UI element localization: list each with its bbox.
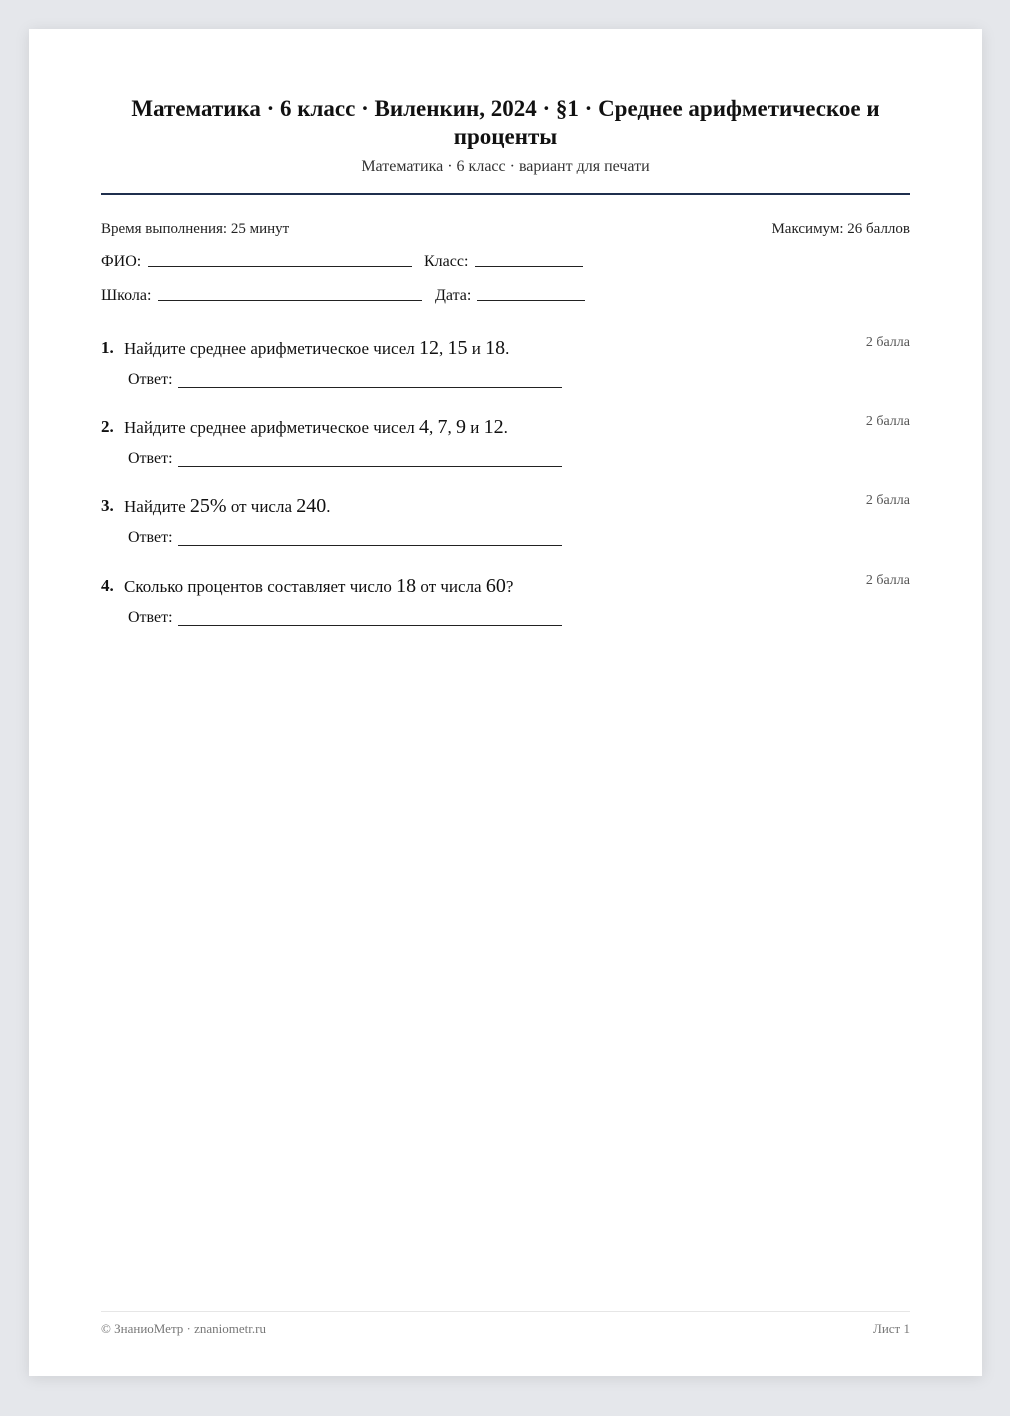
- date-label: Дата:: [435, 287, 472, 304]
- task-points: 2 балла: [865, 335, 910, 350]
- task-number: 2.: [101, 417, 114, 436]
- class-label: Класс:: [424, 253, 469, 270]
- title-divider: [101, 193, 910, 195]
- footer-divider: [101, 1311, 910, 1312]
- task-text-fragment: и: [467, 339, 486, 358]
- task-text-fragment: от числа: [226, 497, 297, 516]
- task-text: [124, 574, 513, 599]
- task-points: 2 балла: [865, 414, 910, 429]
- task-text-fragment: Найдите: [124, 497, 190, 516]
- task-math-value: 15: [447, 337, 468, 359]
- answer-label: Ответ:: [128, 450, 173, 467]
- task-text: [124, 415, 508, 440]
- school-label: Школа:: [101, 287, 152, 304]
- task-math-value: 9: [455, 416, 466, 438]
- page-title: Математика · 6 класс · Виленкин, 2024 · §1 · Среднее арифметическое и проценты: [131, 96, 880, 149]
- task-text-fragment: Сколько процентов составляет число: [124, 577, 397, 596]
- task-math-value: 4: [418, 416, 429, 438]
- task-item: [101, 415, 910, 475]
- class-field[interactable]: [475, 266, 583, 267]
- task-text-fragment: .: [503, 418, 508, 437]
- task-math-value: 18: [396, 575, 417, 597]
- task-math-value: 25%: [189, 495, 227, 517]
- task-text-fragment: ,: [428, 418, 438, 437]
- task-math-value: 240: [296, 495, 327, 517]
- page-subtitle: Математика · 6 класс · вариант для печати: [361, 158, 650, 175]
- task-points: 2 балла: [865, 493, 910, 508]
- task-math-value: 12: [483, 416, 504, 438]
- task-text-fragment: и: [465, 418, 484, 437]
- task-text-fragment: ,: [438, 339, 448, 358]
- task-text-fragment: ,: [447, 418, 456, 437]
- task-number: 1.: [101, 338, 114, 357]
- task-text-fragment: .: [505, 339, 510, 358]
- task-item: [101, 494, 910, 554]
- school-date-row: [101, 286, 910, 308]
- school-field[interactable]: [158, 300, 422, 301]
- answer-field[interactable]: [178, 387, 562, 388]
- task-points: 2 балла: [865, 573, 910, 588]
- task-item: [101, 336, 910, 396]
- answer-field[interactable]: [178, 545, 562, 546]
- footer-page-number: Лист 1: [873, 1321, 910, 1336]
- footer-copyright: © ЗнаниоМетр · znaniometr.ru: [101, 1321, 266, 1336]
- answer-label: Ответ:: [128, 371, 173, 388]
- task-number: 4.: [101, 576, 114, 595]
- max-score: Максимум: 26 баллов: [771, 221, 910, 237]
- task-math-value: 60: [485, 575, 506, 597]
- task-number: 3.: [101, 496, 114, 515]
- task-math-value: 7: [437, 416, 448, 438]
- task-text-fragment: от числа: [416, 577, 486, 596]
- answer-label: Ответ:: [128, 529, 173, 546]
- task-text: [124, 336, 509, 361]
- task-text-fragment: Найдите среднее арифметическое чисел: [124, 339, 419, 358]
- fio-label: ФИО:: [101, 253, 142, 270]
- task-math-value: 18: [485, 337, 506, 359]
- task-text-fragment: .: [326, 497, 331, 516]
- answer-label: Ответ:: [128, 609, 173, 626]
- fio-field[interactable]: [148, 266, 412, 267]
- task-math-value: 12: [418, 337, 439, 359]
- answer-field[interactable]: [178, 625, 562, 626]
- task-text-fragment: Найдите среднее арифметическое чисел: [124, 418, 419, 437]
- task-text: [124, 494, 331, 519]
- fio-class-row: [101, 252, 910, 274]
- task-item: [101, 574, 910, 634]
- task-text-fragment: ?: [505, 577, 514, 596]
- time-limit: Время выполнения: 25 минут: [101, 221, 290, 237]
- date-field[interactable]: [477, 300, 585, 301]
- worksheet-page: [29, 29, 982, 1376]
- answer-field[interactable]: [178, 466, 562, 467]
